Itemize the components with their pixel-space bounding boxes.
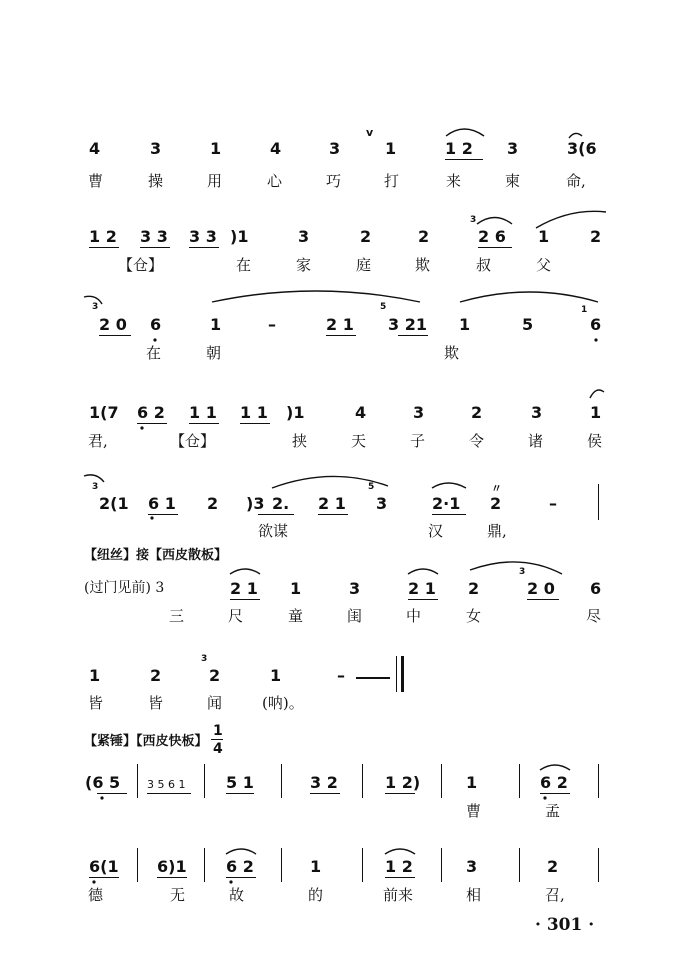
slur — [536, 211, 606, 228]
note: (6 5 — [85, 773, 121, 792]
octave-dot — [150, 516, 153, 519]
note: 1 1 — [240, 403, 268, 422]
slur — [212, 291, 420, 302]
underline — [408, 599, 438, 600]
note: 1 — [210, 315, 222, 334]
underline — [385, 877, 415, 878]
lyric: 童 — [288, 607, 304, 625]
octave-dot — [543, 796, 546, 799]
bar-line — [362, 764, 363, 798]
note: 2 6 — [478, 227, 506, 246]
note: 2 — [150, 666, 162, 685]
lyric: 柬 — [505, 172, 521, 190]
underline — [385, 793, 415, 794]
slur — [477, 218, 512, 225]
note: 6 2 — [137, 403, 165, 422]
note: 1 — [385, 139, 397, 158]
bar-line — [598, 764, 599, 798]
note: 3 5 6 1 — [147, 778, 186, 791]
note: 3 — [349, 579, 361, 598]
note: 3 — [466, 857, 478, 876]
slur — [446, 129, 484, 136]
lyric: 叔 — [476, 256, 492, 274]
note: 2 — [468, 579, 480, 598]
underline — [240, 423, 270, 424]
slur — [84, 475, 104, 482]
lyric: 庭 — [356, 256, 372, 274]
prefix-note: (过门见前) 3 — [84, 580, 165, 596]
time-signature-top: 1 — [213, 723, 223, 739]
note: 5 1 — [226, 773, 254, 792]
slur — [226, 849, 256, 854]
bar-line — [281, 848, 282, 882]
slur — [569, 133, 582, 138]
bar-line — [281, 764, 282, 798]
note: – — [337, 666, 345, 685]
lyric: 召, — [545, 886, 565, 904]
lyric: 天 — [351, 432, 367, 450]
note: 2·1 — [432, 494, 461, 513]
lyric: 巧 — [326, 172, 342, 190]
note: 1 2) — [385, 773, 421, 792]
note: 4 — [355, 403, 367, 422]
underline — [137, 423, 167, 424]
lyric: 尽 — [586, 607, 602, 625]
underline — [147, 793, 191, 794]
note: 3 2 — [310, 773, 338, 792]
note: 3 — [376, 494, 388, 513]
lyric: 君, — [88, 432, 108, 450]
lyric: 欺 — [415, 256, 431, 274]
note: 4 — [89, 139, 101, 158]
lyric: 令 — [469, 432, 485, 450]
note: – — [549, 494, 557, 513]
lyric: 父 — [536, 256, 552, 274]
note: 3 — [298, 227, 310, 246]
underline — [310, 793, 340, 794]
lyric: 故 — [229, 886, 245, 904]
note: 5 — [522, 315, 534, 334]
underline — [226, 877, 256, 878]
lyric: 皆 — [88, 694, 104, 712]
octave-dot — [229, 880, 232, 883]
note: 2 0 — [99, 315, 127, 334]
accent-mark: 〃 — [491, 482, 502, 495]
lyric: 德 — [88, 886, 104, 904]
note: 3 21 — [388, 315, 427, 334]
note: 1 — [310, 857, 322, 876]
lyric: 闻 — [207, 694, 223, 712]
grace-note: 5 — [380, 302, 387, 312]
lyric: 【仓】 — [170, 432, 216, 450]
lyric: 在 — [146, 344, 162, 362]
lyric: 相 — [466, 886, 482, 904]
slur — [432, 483, 466, 488]
note: 6 2 — [540, 773, 568, 792]
bar-line — [519, 764, 520, 798]
note: 3 — [150, 139, 162, 158]
lyric: 子 — [410, 432, 426, 450]
octave-dot — [92, 880, 95, 883]
underline — [445, 159, 483, 160]
lyric: 用 — [207, 172, 223, 190]
underline — [318, 514, 348, 515]
lyric: 皆 — [148, 694, 164, 712]
note: )1 — [230, 227, 249, 246]
note: 2 — [360, 227, 372, 246]
lyric: 在 — [236, 256, 252, 274]
lyric: 【仓】 — [118, 256, 164, 274]
lyric: 朝 — [206, 344, 222, 362]
lyric: 中 — [406, 607, 422, 625]
note: 6)1 — [157, 857, 187, 876]
note: 2 — [471, 403, 483, 422]
page-number: · 301 · — [535, 915, 595, 935]
note: 1 — [290, 579, 302, 598]
section-label: 【纽丝】接【西皮散板】 — [84, 548, 228, 563]
underline — [432, 514, 466, 515]
note: 3 3 — [189, 227, 217, 246]
note: 2 0 — [527, 579, 555, 598]
lyric: 命, — [566, 172, 586, 190]
note: 1 — [590, 403, 602, 422]
lyric: 前来 — [383, 886, 414, 904]
bar-line — [598, 484, 599, 520]
octave-dot — [153, 338, 156, 341]
slur — [460, 292, 598, 302]
note: 2 1 — [318, 494, 346, 513]
lyric: 操 — [148, 172, 164, 190]
underline — [189, 247, 219, 248]
note: 2 1 — [408, 579, 436, 598]
note: 1 2 — [445, 139, 473, 158]
note: 1(7 — [89, 403, 119, 422]
grace-note: 3 — [519, 567, 526, 577]
underline — [326, 335, 356, 336]
note: 6(1 — [89, 857, 119, 876]
underline — [97, 793, 127, 794]
slur — [540, 765, 570, 770]
note: 6 — [150, 315, 162, 334]
note: 3 3 — [140, 227, 168, 246]
lyric: 曹 — [466, 802, 482, 820]
note: 6 1 — [148, 494, 176, 513]
bar-line — [441, 764, 442, 798]
lyric: 打 — [384, 172, 400, 190]
bar-line — [137, 764, 138, 798]
note: 2 — [490, 494, 502, 513]
time-signature-bottom: 4 — [213, 741, 223, 757]
underline — [99, 335, 131, 336]
underline — [478, 247, 512, 248]
lyric: 诸 — [528, 432, 544, 450]
slur — [385, 849, 415, 854]
slur — [408, 569, 438, 574]
underline — [140, 247, 170, 248]
note: 2 — [209, 666, 221, 685]
bar-line — [598, 848, 599, 882]
slur — [590, 390, 604, 398]
lyric: 汉 — [428, 522, 444, 540]
note: 1 — [466, 773, 478, 792]
note: 1 — [89, 666, 101, 685]
underline — [230, 599, 260, 600]
note: 3 — [329, 139, 341, 158]
octave-dot — [100, 796, 103, 799]
underline — [527, 599, 559, 600]
lyric: 女 — [466, 607, 482, 625]
note: 4 — [270, 139, 282, 158]
grace-note: 3 — [201, 654, 208, 664]
underline — [258, 514, 294, 515]
note: – — [268, 315, 276, 334]
lyric: 孟 — [545, 802, 561, 820]
lyric: 来 — [446, 172, 462, 190]
lyric: 闺 — [347, 607, 363, 625]
note: 2 — [207, 494, 219, 513]
underline — [148, 514, 178, 515]
note: 1 1 — [189, 403, 217, 422]
note: 2 1 — [230, 579, 258, 598]
note: 1 — [210, 139, 222, 158]
lyric: 侯 — [587, 432, 603, 450]
grace-note: 5 — [368, 482, 375, 492]
lyric: 三 — [169, 607, 185, 625]
lyric: 曹 — [88, 172, 104, 190]
lyric: 无 — [170, 886, 186, 904]
note: 3 — [531, 403, 543, 422]
note: 1 — [270, 666, 282, 685]
underline — [540, 793, 570, 794]
lyric: 鼎, — [487, 522, 507, 540]
bar-line — [204, 764, 205, 798]
underline — [89, 247, 119, 248]
bar-line — [441, 848, 442, 882]
accent-mark: v — [366, 126, 374, 139]
note: 2. — [272, 494, 290, 513]
note: 1 2 — [89, 227, 117, 246]
lyric: 欺 — [444, 344, 460, 362]
slur — [230, 569, 260, 574]
note: 3(6 — [567, 139, 597, 158]
octave-dot — [594, 338, 597, 341]
bar-line — [519, 848, 520, 882]
note: 2 — [418, 227, 430, 246]
note: 6 — [590, 315, 602, 334]
underline — [398, 335, 428, 336]
slur — [470, 562, 562, 574]
note: 2 1 — [326, 315, 354, 334]
final-bar-line — [401, 656, 404, 692]
lyric: 尺 — [228, 607, 244, 625]
note: 2(1 — [99, 494, 129, 513]
bar-line — [362, 848, 363, 882]
note: 3 — [413, 403, 425, 422]
note: )3 — [246, 494, 265, 513]
bar-line — [204, 848, 205, 882]
note: 2 — [590, 227, 602, 246]
underline — [89, 877, 119, 878]
note: 6 — [590, 579, 602, 598]
octave-dot — [140, 426, 143, 429]
bar-line — [137, 848, 138, 882]
note: 2 — [547, 857, 559, 876]
grace-note: 3 — [470, 215, 477, 225]
final-bar-line — [396, 656, 397, 692]
note: 6 2 — [226, 857, 254, 876]
underline — [226, 793, 254, 794]
grace-note: 3 — [92, 482, 99, 492]
lyric: 家 — [296, 256, 312, 274]
note: 1 2 — [385, 857, 413, 876]
grace-note: 3 — [92, 302, 99, 312]
lyric: 心 — [267, 172, 283, 190]
note: 1 — [459, 315, 471, 334]
underline — [189, 423, 219, 424]
section-label: 【紧锤】【西皮快板】 — [84, 734, 208, 749]
lyric: 欲谋 — [258, 522, 289, 540]
lyric: 的 — [308, 886, 324, 904]
lyric: 挟 — [292, 432, 308, 450]
underline — [157, 877, 187, 878]
note: )1 — [286, 403, 305, 422]
lyric: (呐)。 — [262, 694, 304, 712]
grace-note: 1 — [581, 305, 588, 315]
note: 3 — [507, 139, 519, 158]
dash-tail — [356, 677, 390, 679]
note: 1 — [538, 227, 550, 246]
